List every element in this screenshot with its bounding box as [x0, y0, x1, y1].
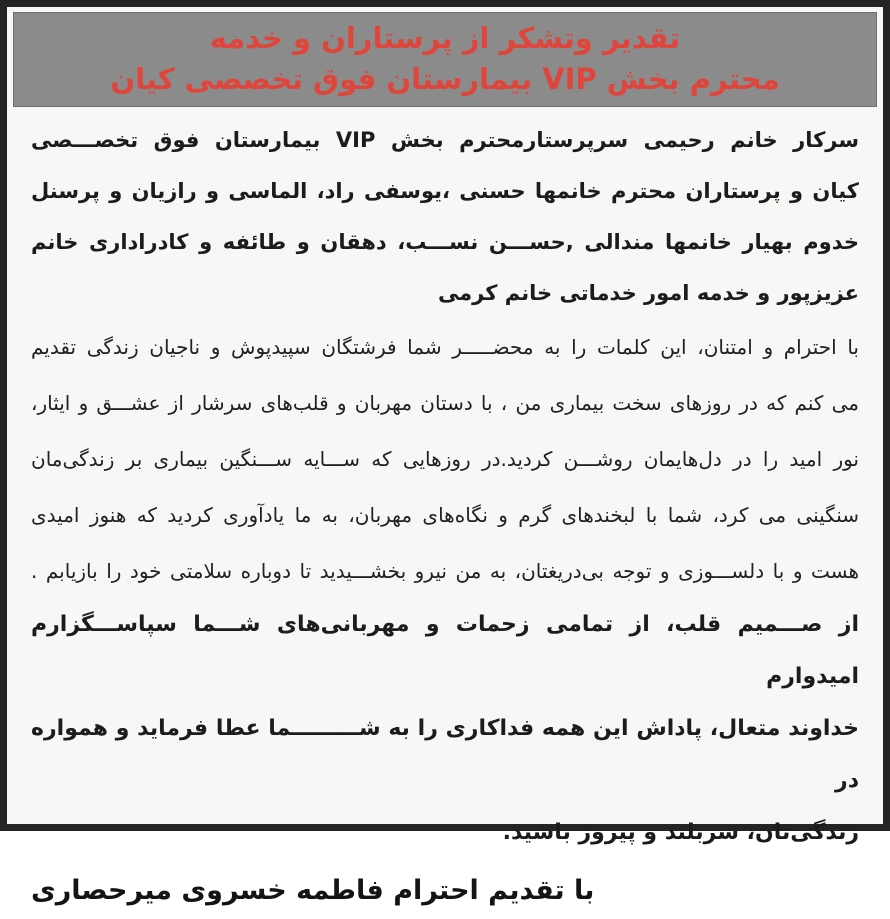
ad-body	[13, 107, 877, 919]
closing-paragraph	[31, 599, 859, 859]
message-line-1: با احترام و امتنان، این کلمات را به محضـــــر شما فرشتگان سپیدپوش و ناجیان زندگی تقدیم	[31, 335, 859, 359]
message-paragraph	[31, 319, 859, 599]
closing-line-1: از صـــمیم قلب، از تمامی زحمات و مهربانی‌های شـــما سپاســـگزارم امیدوارم	[31, 612, 859, 689]
closing-line-3: زندگی‌تان، سربلند و پیروز باشید.	[502, 820, 859, 845]
message-line-2: می کنم که در روزهای سخت بیماری من ، با دستان مهربان و قلب‌های سرشار از عشـــق و ایثار،	[31, 391, 859, 415]
header-title-line-1: تقدیر وتشکر از پرستاران و خدمه	[209, 21, 681, 55]
intro-line-1: سرکار خانم رحیمی سرپرستارمحترم بخش VIP بیمارستان فوق تخصـــصی	[31, 128, 859, 152]
closing-line-2: خداوند متعال، پاداش این همه فداکاری را به شـــــــــما عطا فرماید و همواره در	[31, 716, 859, 793]
message-line-5: هست و با دلســـوزی و توجه بی‌دریغتان، به من نیرو بخشـــیدید تا دوباره سلامتی خود را بازیابم .	[31, 559, 859, 583]
message-line-3: نور امید را در دل‌هایمان روشـــن کردید.در روزهایی که ســـایه ســـنگین بیماری بر زندگی‌مان	[31, 447, 859, 471]
signature-line: با تقدیم احترام فاطمه خسروی میرحصاری	[31, 875, 595, 906]
message-line-4: سنگینی می کرد، شما با لبخندهای گرم و نگاه‌های مهربان، به ما یادآوری کردید که هنوز امیدی	[31, 503, 859, 527]
intro-line-2: کیان و پرستاران محترم خانمها حسنی ،یوسفی راد، الماسی و رازیان و پرسنل	[31, 179, 859, 203]
recipients-paragraph	[31, 115, 859, 319]
intro-line-3: خدوم بهیار خانمها مندالی ,حســـن نســـب، دهقان و طائفه و کادراداری خانم	[31, 230, 859, 254]
intro-line-4: عزیزپور و خدمه امور خدماتی خانم کرمی	[437, 281, 859, 305]
header-title-line-2: محترم بخش VIP بیمارستان فوق تخصصی کیان	[110, 62, 780, 96]
header-banner	[13, 12, 877, 107]
